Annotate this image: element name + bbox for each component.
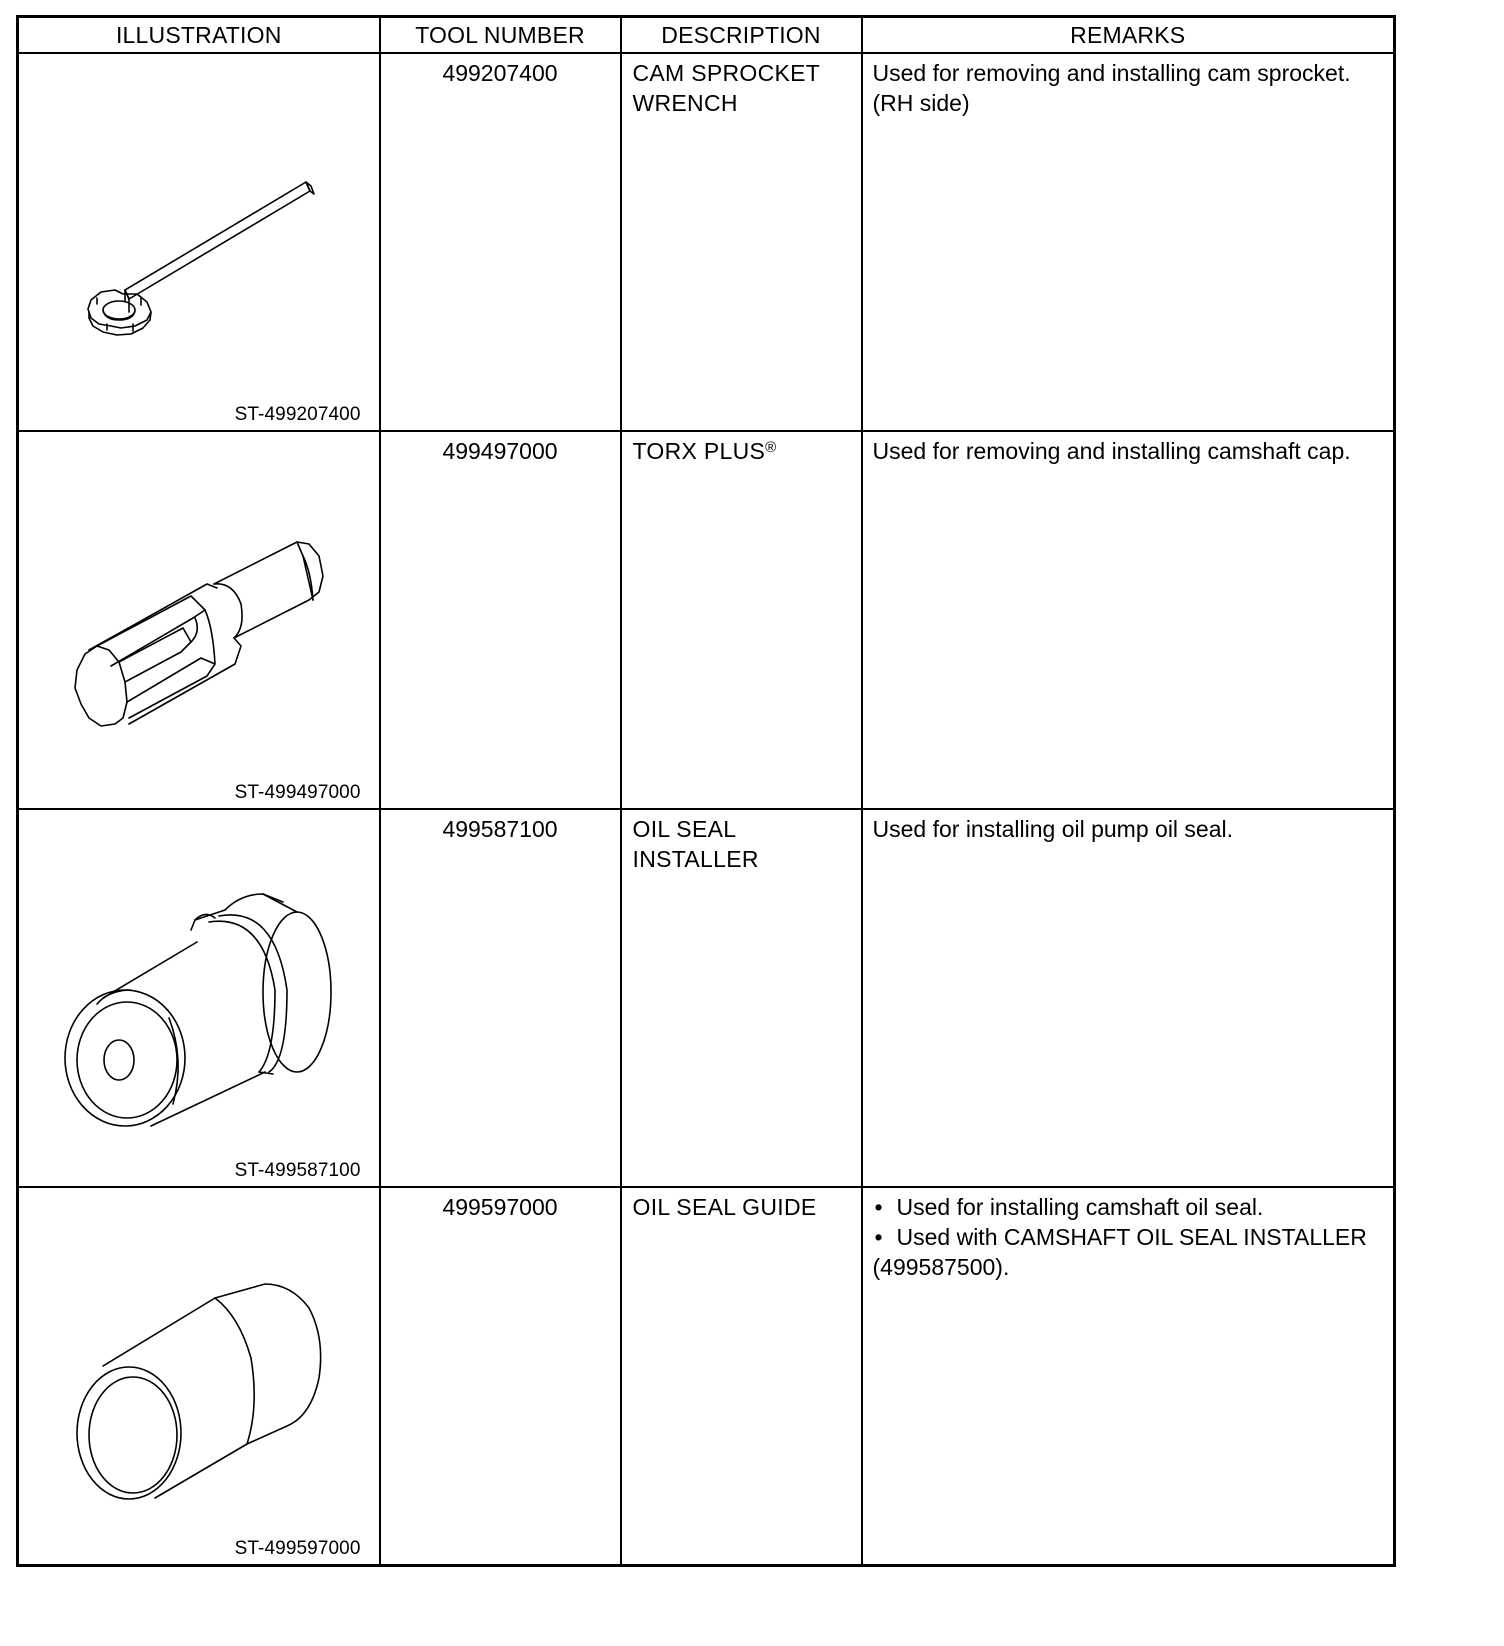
- illustration-code: ST-499587100: [234, 1160, 361, 1181]
- illustration-cell: [18, 1187, 380, 1566]
- table-row: [18, 431, 1395, 809]
- table-row: [18, 809, 1395, 1187]
- remark-text: Used for removing and installing cam sprocket. (RH side): [872, 60, 1351, 116]
- remark-continuation: (499587500).: [872, 1254, 1010, 1280]
- remarks-cell: [862, 53, 1395, 431]
- header-illustration: ILLUSTRATION: [18, 17, 380, 54]
- tool-number-cell: 499587100: [380, 809, 621, 1187]
- description-cell: CAM SPROCKET WRENCH: [621, 53, 862, 431]
- remark-text: Used for installing camshaft oil seal.: [896, 1194, 1264, 1220]
- illustration-code: ST-499597000: [234, 1538, 361, 1559]
- table-header-row: [18, 17, 1395, 54]
- list-item: [873, 1222, 1386, 1252]
- illustration-cell: [18, 53, 380, 431]
- remarks-cell: [862, 431, 1395, 809]
- tool-number-cell: 499597000: [380, 1187, 621, 1566]
- bullet: •: [874, 1194, 883, 1220]
- remark-text: Used for removing and installing camshaft cap.: [872, 438, 1351, 464]
- description-cell: OIL SEAL INSTALLER: [621, 809, 862, 1187]
- table-row: [18, 1187, 1395, 1566]
- header-tool-number: TOOL NUMBER: [380, 17, 621, 54]
- illustration-code: ST-499207400: [234, 404, 361, 425]
- registered-mark: ®: [765, 439, 777, 456]
- bullet: •: [874, 1224, 883, 1250]
- oil-seal-guide-drawing: [19, 1188, 379, 1558]
- torx-plus-bit-drawing: [19, 432, 379, 802]
- description-cell: [621, 431, 862, 809]
- description-text: TORX PLUS: [632, 438, 766, 464]
- cam-sprocket-wrench-drawing: [19, 54, 379, 424]
- description-cell: OIL SEAL GUIDE: [621, 1187, 862, 1566]
- special-tools-table: [16, 15, 1396, 1567]
- tool-number-cell: 499497000: [380, 431, 621, 809]
- illustration-code: ST-499497000: [234, 782, 361, 803]
- header-description: DESCRIPTION: [621, 17, 862, 54]
- remarks-list: [873, 1192, 1386, 1252]
- list-item: [873, 1192, 1386, 1222]
- remarks-cell: [862, 809, 1395, 1187]
- illustration-cell: [18, 431, 380, 809]
- remark-text: Used with CAMSHAFT OIL SEAL INSTALLER: [896, 1224, 1367, 1250]
- table-row: [18, 53, 1395, 431]
- tool-number-cell: 499207400: [380, 53, 621, 431]
- remarks-cell: [862, 1187, 1395, 1566]
- remark-text: Used for installing oil pump oil seal.: [872, 816, 1234, 842]
- illustration-cell: [18, 809, 380, 1187]
- oil-seal-installer-drawing: [19, 810, 379, 1180]
- header-remarks: REMARKS: [862, 17, 1395, 54]
